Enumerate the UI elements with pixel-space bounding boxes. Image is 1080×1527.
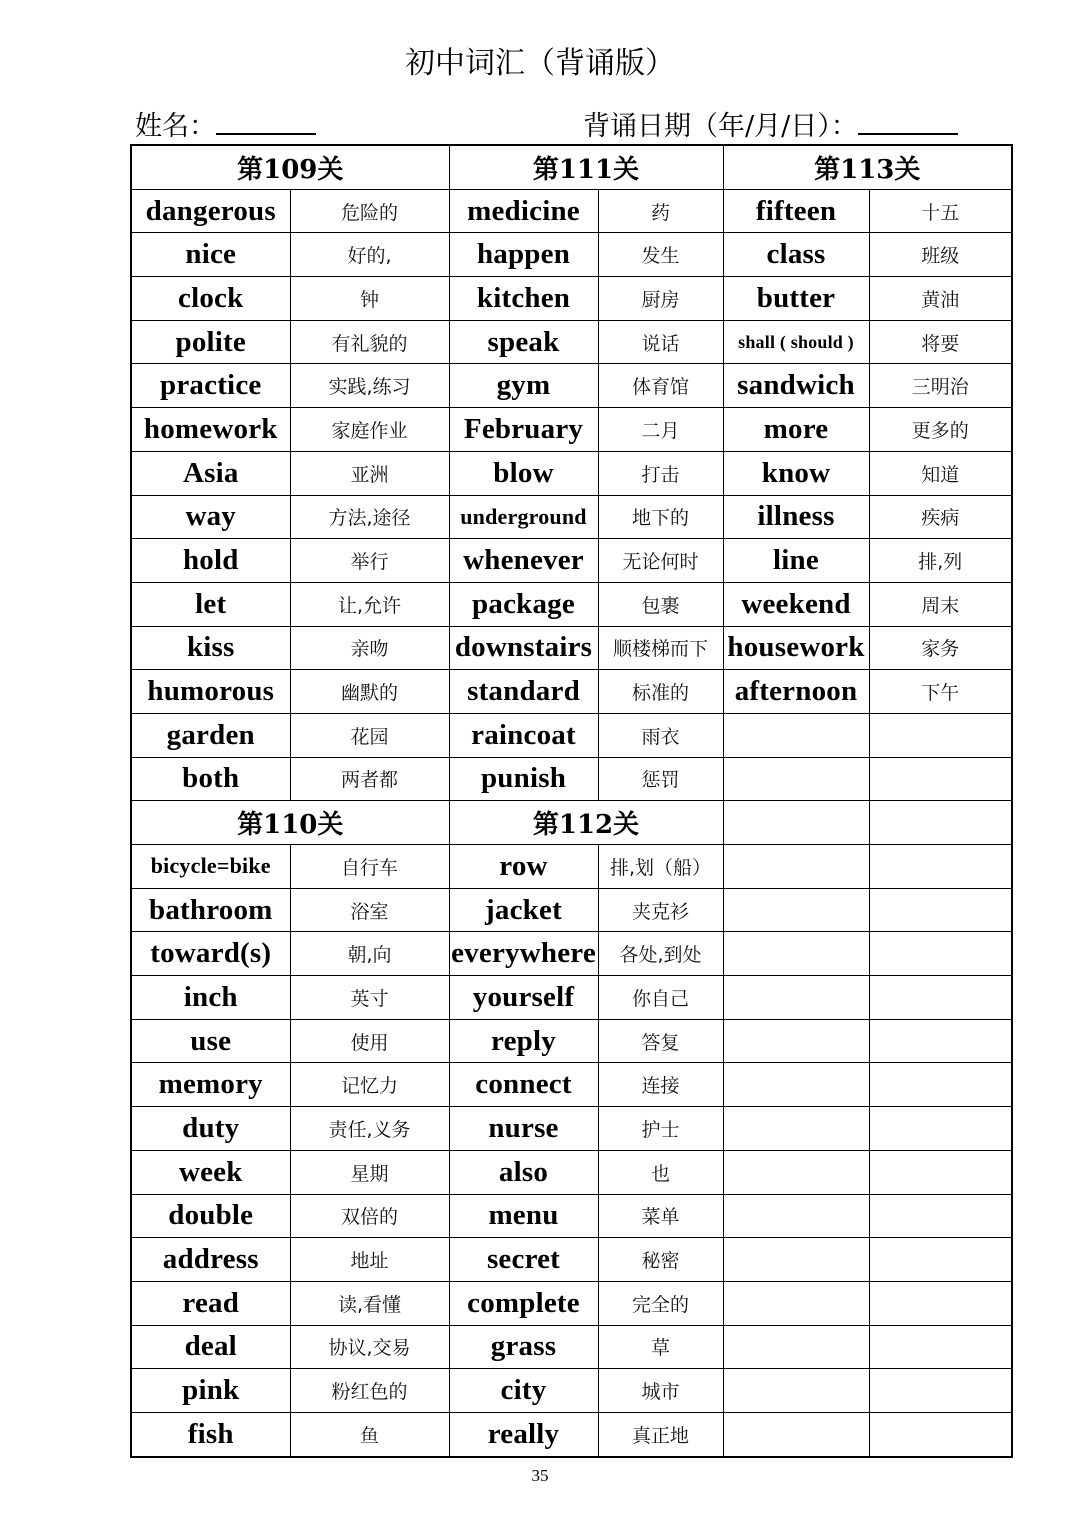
english-word: both [131, 757, 290, 801]
table-header-row [131, 145, 1012, 189]
chinese-meaning: 体育馆 [598, 364, 723, 408]
table-row [131, 539, 1012, 583]
english-word: also [449, 1150, 598, 1194]
table-row [131, 582, 1012, 626]
english-word: package [449, 582, 598, 626]
section-heading-109: 第109关 [131, 145, 449, 189]
chinese-meaning: 记忆力 [290, 1063, 449, 1107]
chinese-meaning: 自行车 [290, 845, 449, 889]
chinese-meaning: 三明治 [869, 364, 1012, 408]
english-word: punish [449, 757, 598, 801]
empty-cell [869, 1107, 1012, 1151]
english-word: yourself [449, 976, 598, 1020]
english-word: practice [131, 364, 290, 408]
empty-cell [723, 888, 869, 932]
table-row [131, 976, 1012, 1020]
empty-cell [723, 976, 869, 1020]
empty-cell [869, 801, 1012, 845]
chinese-meaning: 黄油 [869, 277, 1012, 321]
chinese-meaning: 家务 [869, 626, 1012, 670]
chinese-meaning: 英寸 [290, 976, 449, 1020]
date-field [583, 104, 958, 143]
chinese-meaning: 排,划（船） [598, 845, 723, 889]
chinese-meaning: 答复 [598, 1019, 723, 1063]
chinese-meaning: 发生 [598, 233, 723, 277]
english-word: afternoon [723, 670, 869, 714]
chinese-meaning: 连接 [598, 1063, 723, 1107]
chinese-meaning: 夹克衫 [598, 888, 723, 932]
chinese-meaning: 说话 [598, 320, 723, 364]
chinese-meaning: 让,允许 [290, 582, 449, 626]
english-word: read [131, 1281, 290, 1325]
empty-cell [723, 1150, 869, 1194]
english-word: nurse [449, 1107, 598, 1151]
empty-cell [869, 845, 1012, 889]
chinese-meaning: 下午 [869, 670, 1012, 714]
english-word: garden [131, 713, 290, 757]
chinese-meaning: 顺楼梯而下 [598, 626, 723, 670]
chinese-meaning: 亲吻 [290, 626, 449, 670]
chinese-meaning: 药 [598, 189, 723, 233]
empty-cell [869, 932, 1012, 976]
english-word: complete [449, 1281, 598, 1325]
chinese-meaning: 实践,练习 [290, 364, 449, 408]
chinese-meaning: 秘密 [598, 1238, 723, 1282]
empty-cell [723, 1194, 869, 1238]
empty-cell [869, 888, 1012, 932]
chinese-meaning: 两者都 [290, 757, 449, 801]
empty-cell [723, 1238, 869, 1282]
empty-cell [723, 1281, 869, 1325]
chinese-meaning: 责任,义务 [290, 1107, 449, 1151]
chinese-meaning: 排,列 [869, 539, 1012, 583]
table-row [131, 888, 1012, 932]
date-blank [858, 107, 958, 135]
english-word: weekend [723, 582, 869, 626]
chinese-meaning: 鱼 [290, 1412, 449, 1456]
english-word: jacket [449, 888, 598, 932]
chinese-meaning: 你自己 [598, 976, 723, 1020]
section-heading-111: 第111关 [449, 145, 723, 189]
english-word: fish [131, 1412, 290, 1456]
english-word: polite [131, 320, 290, 364]
english-word: inch [131, 976, 290, 1020]
chinese-meaning: 幽默的 [290, 670, 449, 714]
empty-cell [869, 1238, 1012, 1282]
chinese-meaning: 二月 [598, 408, 723, 452]
chinese-meaning: 地址 [290, 1238, 449, 1282]
table-row [131, 845, 1012, 889]
chinese-meaning: 读,看懂 [290, 1281, 449, 1325]
table-row [131, 1325, 1012, 1369]
chinese-meaning: 好的, [290, 233, 449, 277]
chinese-meaning: 疾病 [869, 495, 1012, 539]
empty-cell [723, 801, 869, 845]
table-row [131, 1194, 1012, 1238]
chinese-meaning: 花园 [290, 713, 449, 757]
chinese-meaning: 完全的 [598, 1281, 723, 1325]
english-word: really [449, 1412, 598, 1456]
english-word: city [449, 1369, 598, 1413]
empty-cell [723, 1063, 869, 1107]
english-word: pink [131, 1369, 290, 1413]
english-word: address [131, 1238, 290, 1282]
english-word: week [131, 1150, 290, 1194]
empty-cell [723, 1412, 869, 1456]
english-word: shall ( should ) [723, 320, 869, 364]
english-word: double [131, 1194, 290, 1238]
page-number: 35 [531, 1466, 549, 1485]
english-word: speak [449, 320, 598, 364]
chinese-meaning: 地下的 [598, 495, 723, 539]
chinese-meaning: 方法,途径 [290, 495, 449, 539]
english-word: let [131, 582, 290, 626]
english-word: butter [723, 277, 869, 321]
table-row [131, 670, 1012, 714]
english-word: bicycle=bike [131, 845, 290, 889]
chinese-meaning: 十五 [869, 189, 1012, 233]
english-word: class [723, 233, 869, 277]
english-word: gym [449, 364, 598, 408]
english-word: happen [449, 233, 598, 277]
english-word: line [723, 539, 869, 583]
empty-cell [869, 1281, 1012, 1325]
table-row [131, 233, 1012, 277]
english-word: February [449, 408, 598, 452]
english-word: row [449, 845, 598, 889]
empty-cell [869, 1412, 1012, 1456]
section-heading-110: 第110关 [131, 801, 449, 845]
english-word: reply [449, 1019, 598, 1063]
table-row [131, 320, 1012, 364]
empty-cell [869, 1019, 1012, 1063]
english-word: toward(s) [131, 932, 290, 976]
empty-cell [869, 1063, 1012, 1107]
vocabulary-table [130, 144, 1013, 1458]
chinese-meaning: 无论何时 [598, 539, 723, 583]
chinese-meaning: 双倍的 [290, 1194, 449, 1238]
english-word: fifteen [723, 189, 869, 233]
table-row [131, 495, 1012, 539]
english-word: illness [723, 495, 869, 539]
chinese-meaning: 协议,交易 [290, 1325, 449, 1369]
table-row [131, 1150, 1012, 1194]
chinese-meaning: 厨房 [598, 277, 723, 321]
chinese-meaning: 菜单 [598, 1194, 723, 1238]
english-word: standard [449, 670, 598, 714]
chinese-meaning: 家庭作业 [290, 408, 449, 452]
english-word [723, 713, 869, 757]
chinese-meaning [869, 713, 1012, 757]
empty-cell [723, 932, 869, 976]
chinese-meaning: 浴室 [290, 888, 449, 932]
english-word: medicine [449, 189, 598, 233]
chinese-meaning: 亚洲 [290, 451, 449, 495]
english-word: whenever [449, 539, 598, 583]
english-word: connect [449, 1063, 598, 1107]
chinese-meaning: 打击 [598, 451, 723, 495]
empty-cell [869, 1369, 1012, 1413]
english-word: more [723, 408, 869, 452]
english-word: use [131, 1019, 290, 1063]
english-word: hold [131, 539, 290, 583]
chinese-meaning: 钟 [290, 277, 449, 321]
english-word: downstairs [449, 626, 598, 670]
empty-cell [869, 1150, 1012, 1194]
empty-cell [723, 845, 869, 889]
chinese-meaning: 使用 [290, 1019, 449, 1063]
english-word: Asia [131, 451, 290, 495]
chinese-meaning: 星期 [290, 1150, 449, 1194]
empty-cell [723, 1325, 869, 1369]
english-word: dangerous [131, 189, 290, 233]
empty-cell [869, 1194, 1012, 1238]
english-word: secret [449, 1238, 598, 1282]
table-row [131, 1281, 1012, 1325]
chinese-meaning: 知道 [869, 451, 1012, 495]
table-row [131, 408, 1012, 452]
table-row [131, 364, 1012, 408]
table-row [131, 451, 1012, 495]
empty-cell [723, 1019, 869, 1063]
date-label: 背诵日期（年/月/日）： [583, 111, 858, 142]
english-word: duty [131, 1107, 290, 1151]
empty-cell [869, 976, 1012, 1020]
table-row [131, 1369, 1012, 1413]
table-row [131, 626, 1012, 670]
table-row [131, 932, 1012, 976]
table-row [131, 277, 1012, 321]
empty-cell [723, 1369, 869, 1413]
section-heading-row [131, 801, 1012, 845]
english-word: memory [131, 1063, 290, 1107]
chinese-meaning: 真正地 [598, 1412, 723, 1456]
name-field [135, 104, 316, 143]
english-word: kiss [131, 626, 290, 670]
chinese-meaning: 有礼貌的 [290, 320, 449, 364]
english-word: bathroom [131, 888, 290, 932]
chinese-meaning: 草 [598, 1325, 723, 1369]
table-row [131, 1063, 1012, 1107]
english-word: deal [131, 1325, 290, 1369]
chinese-meaning: 周末 [869, 582, 1012, 626]
section-heading-113: 第113关 [723, 145, 1012, 189]
chinese-meaning: 将要 [869, 320, 1012, 364]
chinese-meaning: 班级 [869, 233, 1012, 277]
chinese-meaning: 举行 [290, 539, 449, 583]
english-word: humorous [131, 670, 290, 714]
section-heading-112: 第112关 [449, 801, 723, 845]
english-word: raincoat [449, 713, 598, 757]
english-word: grass [449, 1325, 598, 1369]
chinese-meaning: 更多的 [869, 408, 1012, 452]
chinese-meaning: 朝,向 [290, 932, 449, 976]
empty-cell [869, 1325, 1012, 1369]
english-word [723, 757, 869, 801]
english-word: menu [449, 1194, 598, 1238]
english-word: clock [131, 277, 290, 321]
empty-cell [723, 1107, 869, 1151]
chinese-meaning: 各处,到处 [598, 932, 723, 976]
chinese-meaning: 危险的 [290, 189, 449, 233]
table-row [131, 189, 1012, 233]
chinese-meaning: 也 [598, 1150, 723, 1194]
table-row [131, 1238, 1012, 1282]
chinese-meaning [869, 757, 1012, 801]
english-word: way [131, 495, 290, 539]
english-word: know [723, 451, 869, 495]
table-row [131, 713, 1012, 757]
chinese-meaning: 包裹 [598, 582, 723, 626]
chinese-meaning: 粉红色的 [290, 1369, 449, 1413]
english-word: homework [131, 408, 290, 452]
table-row [131, 1412, 1012, 1456]
name-label: 姓名： [135, 111, 216, 142]
english-word: kitchen [449, 277, 598, 321]
table-row [131, 1107, 1012, 1151]
chinese-meaning: 标准的 [598, 670, 723, 714]
english-word: blow [449, 451, 598, 495]
chinese-meaning: 惩罚 [598, 757, 723, 801]
english-word: everywhere [449, 932, 598, 976]
page-title: 初中词汇（背诵版） [405, 46, 675, 81]
chinese-meaning: 城市 [598, 1369, 723, 1413]
table-row [131, 1019, 1012, 1063]
english-word: nice [131, 233, 290, 277]
chinese-meaning: 护士 [598, 1107, 723, 1151]
table-row [131, 757, 1012, 801]
english-word: underground [449, 495, 598, 539]
english-word: housework [723, 626, 869, 670]
english-word: sandwich [723, 364, 869, 408]
chinese-meaning: 雨衣 [598, 713, 723, 757]
name-blank [216, 107, 316, 135]
